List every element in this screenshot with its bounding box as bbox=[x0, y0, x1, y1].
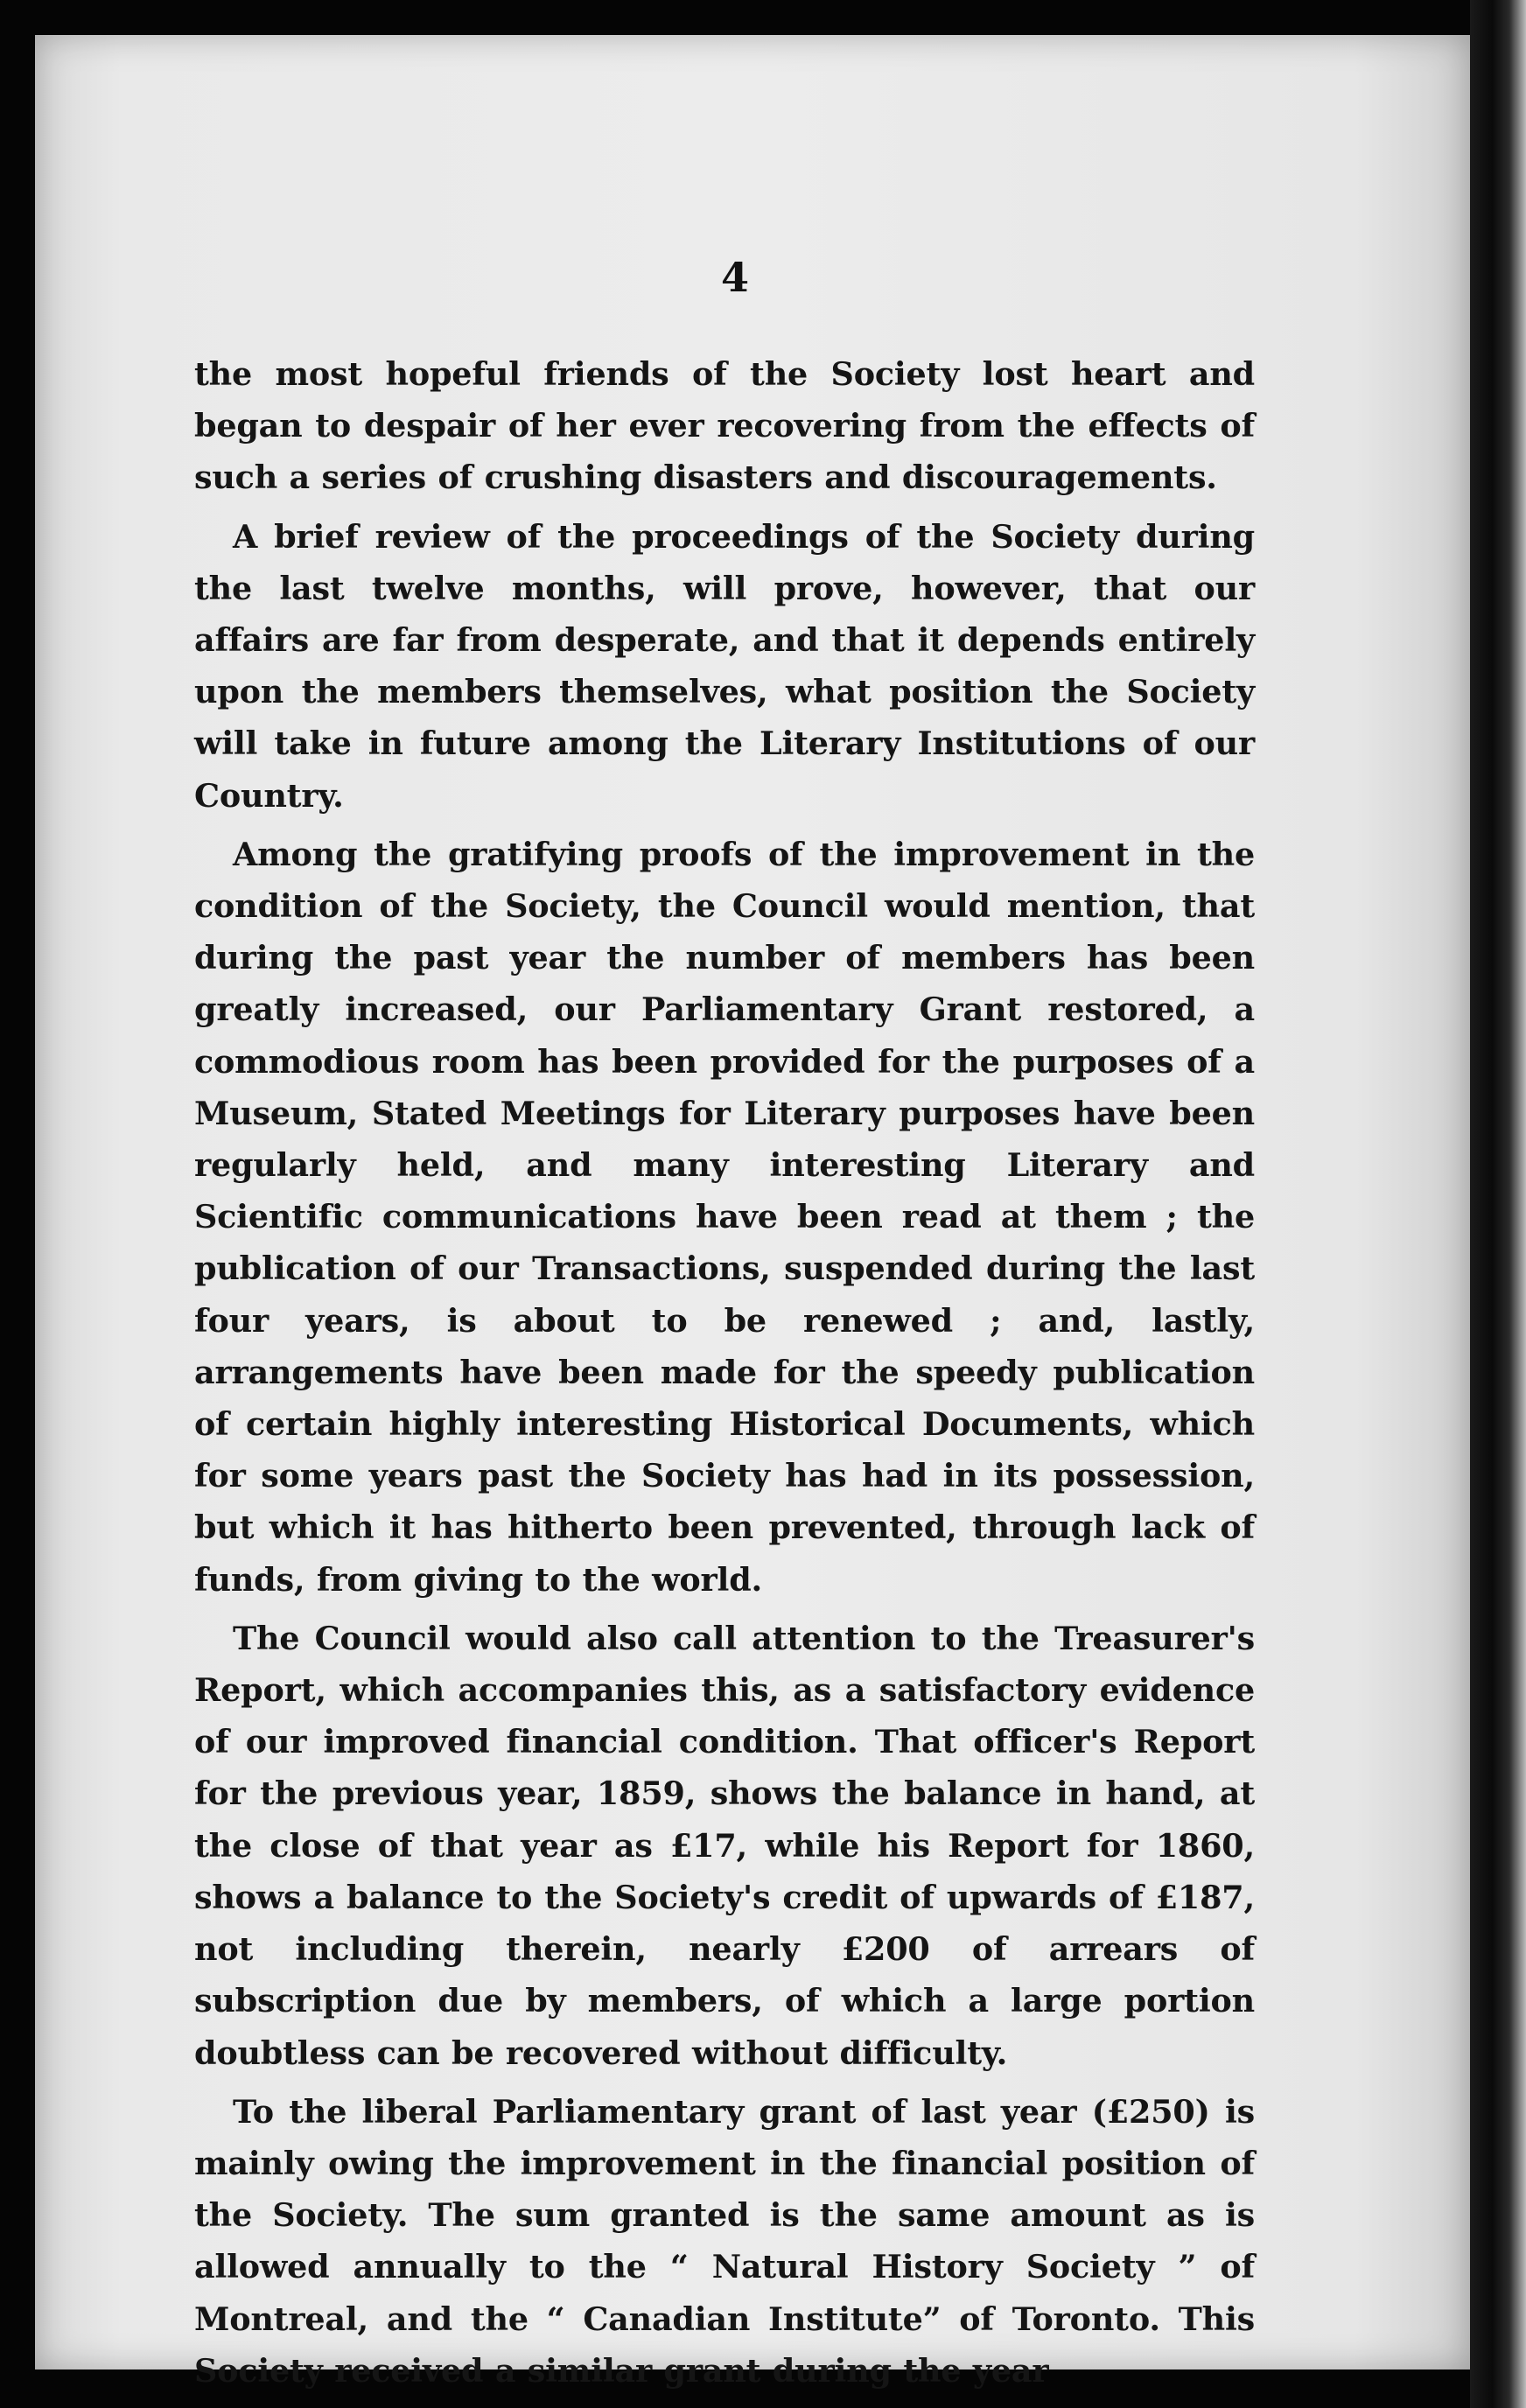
body-text bbox=[194, 348, 1255, 2404]
paragraph-2: A brief review of the proceedings of the Society during the last twelve months, will prove, however, that our affairs are far from desperate, and that it depends entirely upon the members themselves, what position the Society will take in future among the Literary Institutions of our Country. bbox=[194, 517, 1255, 815]
page-number: 4 bbox=[720, 254, 749, 301]
page-edge-shadow bbox=[1470, 0, 1526, 2408]
paragraph-4: The Council would also call attention to the Treasurer's Report, which accompanies this, as a satisfactory evidence of our improved financial condition. That officer's Report for the previous year, 1859, shows the balance in hand, at the close of that year as £17, while his Report for 1860, shows a balance to the Society's credit of upwards of £187, not including therein, nearly £200 of arrears of subscription due by members, of which a large portion doubtless can be recovered without difficulty. bbox=[194, 1619, 1255, 2072]
paragraph-1: the most hopeful friends of the Society lost heart and began to despair of her ever recovering from the effects of such a series of crushing disasters and discouragements. bbox=[194, 355, 1255, 497]
paragraph-3: Among the gratifying proofs of the improvement in the condition of the Society, the Council would mention, that during the past year the number of members has been greatly increased, our Parliamentary Grant restored, a commodious room has been provided for the purposes of a Museum, Stated Meetings for Literary purposes have been regularly held, and many interesting Literary and Scientific communications have been read at them ; the publication of our Transactions, suspended during the last four years, is about to be renewed ; and, lastly, arrangements have been made for the speedy publication of certain highly interesting Historical Documents, which for some years past the Society has had in its possession, but which it has hitherto been prevented, through lack of funds, from giving to the world. bbox=[194, 835, 1255, 1599]
paragraph-5: To the liberal Parliamentary grant of last year (£250) is mainly owing the improvement in the financial position of the Society. The sum granted is the same amount as is allowed annually to the “ Natural History Society ” of Montreal, and the “ Canadian Institute” of Toronto. This Society received a similar grant during the year bbox=[194, 2092, 1255, 2390]
